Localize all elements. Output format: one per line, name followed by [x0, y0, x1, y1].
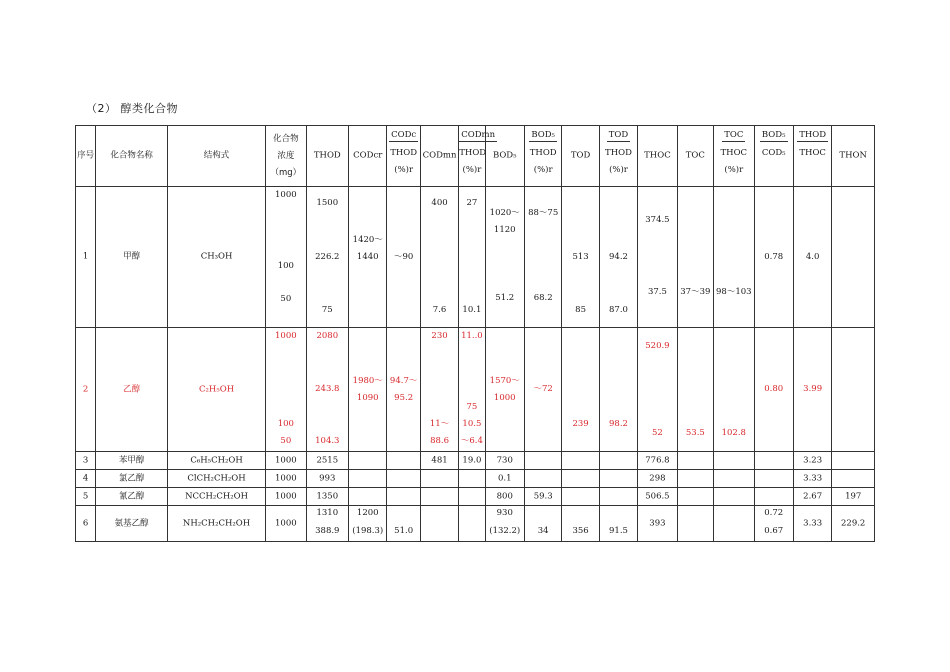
header-bod-ratio-den: THOD: [529, 148, 557, 158]
row-name: 氨基乙醇: [114, 518, 149, 528]
cell-value: 1980～: [352, 376, 383, 386]
cell-value: 94.2: [609, 252, 628, 262]
table-cell: [76, 452, 96, 470]
cell-value: 50: [280, 436, 292, 446]
header-cell: [714, 126, 754, 187]
table-cell: [96, 470, 168, 488]
table-cell: [485, 506, 524, 542]
cell-value: 1090: [356, 393, 379, 403]
table-row: [76, 488, 875, 506]
header-bod: BOD₅: [492, 150, 517, 161]
cell-value: 68.2: [533, 293, 553, 303]
table-cell: [714, 506, 754, 542]
cell-value: 239: [572, 419, 589, 429]
table-cell: [349, 470, 387, 488]
cell-value: 393: [649, 518, 666, 528]
cell-value: 1350: [316, 491, 339, 501]
header-bod-ratio-unit: (%)r: [533, 165, 553, 175]
table-row: [76, 506, 875, 542]
table-cell: [599, 328, 637, 452]
cell-value: 3.23: [803, 455, 823, 465]
header-cell: [76, 126, 96, 187]
table-cell: [714, 452, 754, 470]
header-cell: [638, 126, 677, 187]
cell-value: 930: [496, 508, 513, 518]
table-cell: [96, 328, 168, 452]
cell-value: 1000: [275, 331, 297, 341]
table-cell: [562, 470, 599, 488]
cell-value: 50: [280, 294, 292, 304]
table-row: [76, 470, 875, 488]
header-tod-ratio-unit: (%)r: [609, 165, 628, 175]
header-codmn: CODmn: [422, 150, 457, 161]
table-cell: [677, 187, 713, 328]
header-bod-ratio-num: BOD₅: [531, 130, 555, 140]
header-thod-thoc-den: THOC: [799, 148, 826, 158]
table-cell: [832, 470, 875, 488]
table-cell: [306, 452, 348, 470]
table-cell: [524, 328, 561, 452]
table-cell: [168, 506, 266, 542]
cell-value: 513: [572, 252, 589, 262]
cell-value: 1420～: [352, 235, 383, 245]
table-cell: [387, 470, 420, 488]
table-cell: [420, 470, 458, 488]
alcohols-table: [75, 125, 875, 542]
cell-value: 243.8: [315, 384, 340, 394]
cell-value: 75: [466, 402, 478, 412]
table-cell: [76, 470, 96, 488]
row-no: 5: [82, 491, 89, 501]
row-name: 氯乙醇: [118, 473, 145, 483]
table-cell: [420, 328, 458, 452]
header-tod: TOD: [570, 150, 591, 161]
cell-value: 730: [496, 455, 513, 465]
header-cell: [485, 126, 524, 187]
table-cell: [387, 452, 420, 470]
table-cell: [306, 328, 348, 452]
cell-value: 229.2: [841, 518, 866, 528]
cell-value: 993: [319, 473, 336, 483]
header-no: 序号: [77, 150, 95, 161]
header-conc-b: 浓度: [277, 151, 295, 161]
table-cell: [714, 488, 754, 506]
cell-value: 91.5: [609, 526, 628, 536]
table-cell: [76, 488, 96, 506]
header-tod-ratio-den: THOD: [605, 148, 632, 158]
cell-value: 1440: [356, 252, 379, 262]
header-codc-ratio-num: CODc: [391, 130, 417, 140]
cell-value: 1000: [275, 473, 297, 483]
table-cell: [524, 488, 561, 506]
header-cell: [793, 126, 831, 187]
table-cell: [459, 328, 485, 452]
table-cell: [562, 328, 599, 452]
table-cell: [638, 452, 677, 470]
row-name: 甲醇: [123, 251, 141, 262]
row-no: 2: [82, 384, 89, 394]
table-cell: [524, 506, 561, 542]
cell-value: 1310: [316, 508, 339, 518]
table-cell: [485, 328, 524, 452]
cell-value: 88～75: [528, 208, 559, 218]
table-cell: [349, 328, 387, 452]
table-cell: [677, 452, 713, 470]
header-codc-ratio-unit: (%)r: [394, 165, 414, 175]
table-cell: [420, 506, 458, 542]
table-cell: [599, 488, 637, 506]
row-formula: NCCH₂CH₂OH: [185, 491, 249, 501]
header-cell: [677, 126, 713, 187]
table-cell: [832, 488, 875, 506]
table-cell: [306, 187, 348, 328]
table-cell: [754, 187, 793, 328]
cell-value: ～90: [393, 252, 414, 262]
table-cell: [562, 488, 599, 506]
table-cell: [599, 452, 637, 470]
cell-value: 0.1: [497, 473, 512, 483]
table-cell: [754, 328, 793, 452]
table-cell: [524, 470, 561, 488]
table-cell: [638, 488, 677, 506]
cell-value: 102.8: [721, 428, 746, 438]
header-bod-cod-num: BOD₅: [761, 130, 786, 140]
table-cell: [832, 328, 875, 452]
header-cell: [832, 126, 875, 187]
table-cell: [793, 506, 831, 542]
table-cell: [168, 452, 266, 470]
cell-value: 7.6: [432, 305, 447, 315]
header-cell: [562, 126, 599, 187]
cell-value: 400: [431, 198, 448, 208]
cell-value: 1000: [493, 393, 516, 403]
table-cell: [306, 470, 348, 488]
table-cell: [793, 452, 831, 470]
table-cell: [599, 470, 637, 488]
cell-value: 53.5: [685, 428, 705, 438]
header-cell: [459, 126, 496, 187]
cell-value: 11..0: [461, 331, 483, 341]
header-codmn-ratio-den: THOD: [459, 148, 487, 158]
table-cell: [459, 470, 485, 488]
header-codc-ratio-den: THOD: [390, 148, 418, 158]
cell-value: 1000: [275, 518, 297, 528]
cell-value: 1200: [356, 508, 379, 518]
row-formula: C₆H₅CH₂OH: [190, 455, 243, 465]
table-cell: [76, 187, 96, 328]
cell-value: 520.9: [645, 341, 670, 351]
header-cell: [420, 126, 458, 187]
table-cell: [562, 506, 599, 542]
table-cell: [96, 452, 168, 470]
header-cell: [754, 126, 793, 187]
cell-value: 10.5: [462, 419, 482, 429]
table-cell: [266, 187, 306, 328]
cell-value: 52: [652, 428, 663, 438]
table-cell: [677, 506, 713, 542]
header-toc-ratio-den: THOC: [720, 148, 748, 158]
row-no: 1: [82, 251, 89, 262]
table-cell: [599, 506, 637, 542]
cell-value: 2080: [316, 331, 339, 341]
table-cell: [459, 488, 485, 506]
row-no: 3: [82, 455, 89, 465]
table-cell: [754, 488, 793, 506]
table-cell: [96, 506, 168, 542]
table-cell: [349, 506, 387, 542]
cell-value: 10.1: [462, 305, 482, 315]
table-cell: [387, 187, 420, 328]
table-cell: [485, 470, 524, 488]
cell-value: 85: [575, 305, 586, 315]
cell-value: 100: [277, 419, 294, 429]
table-cell: [793, 470, 831, 488]
cell-value: 2515: [316, 455, 339, 465]
header-codcr: CODcr: [353, 150, 383, 161]
row-name: 乙醇: [123, 384, 141, 394]
table-cell: [793, 488, 831, 506]
cell-value: 3.33: [803, 473, 823, 483]
table-cell: [485, 452, 524, 470]
cell-value: 104.3: [315, 436, 340, 446]
table-cell: [349, 187, 387, 328]
header-name: 化合物名称: [110, 150, 153, 161]
header-cell: [387, 126, 420, 187]
header-conc-c: （mg）: [270, 168, 302, 178]
header-formula: 结构式: [203, 150, 230, 161]
table-cell: [638, 506, 677, 542]
cell-value: 100: [277, 261, 294, 271]
table-cell: [168, 488, 266, 506]
header-thoc: THOC: [644, 150, 671, 161]
cell-value: 1020～: [489, 208, 520, 218]
table-cell: [168, 187, 266, 328]
table-cell: [266, 452, 306, 470]
table-cell: [266, 488, 306, 506]
table-cell: [754, 470, 793, 488]
table-cell: [459, 187, 485, 328]
header-thod: THOD: [313, 150, 341, 161]
table-cell: [714, 470, 754, 488]
table-cell: [677, 488, 713, 506]
cell-value: 800: [496, 491, 513, 501]
cell-value: 1500: [316, 198, 339, 208]
cell-value: 197: [845, 491, 862, 501]
row-formula: CH₃OH: [200, 251, 233, 262]
table-cell: [459, 506, 485, 542]
header-thod-thoc-num: THOD: [799, 130, 827, 140]
cell-value: 94.7～: [389, 376, 418, 386]
table-cell: [485, 488, 524, 506]
cell-value: 0.78: [764, 252, 784, 262]
header-row: [76, 126, 875, 187]
table-cell: [76, 328, 96, 452]
header-cell: [349, 126, 387, 187]
header-codmn-ratio-unit: (%)r: [462, 165, 482, 175]
table-cell: [638, 328, 677, 452]
cell-value: 37～39: [680, 287, 711, 297]
table-cell: [420, 187, 458, 328]
cell-value: 356: [572, 526, 589, 536]
cell-value: 776.8: [645, 455, 670, 465]
cell-value: 1000: [275, 455, 297, 465]
cell-value: 59.3: [533, 491, 553, 501]
header-bod-cod-den: COD₅: [761, 148, 786, 158]
cell-value: 75: [321, 305, 333, 315]
row-no: 4: [82, 473, 89, 483]
table-cell: [832, 506, 875, 542]
table-cell: [793, 187, 831, 328]
table-row: [76, 452, 875, 470]
table-cell: [677, 328, 713, 452]
cell-value: 98.2: [609, 419, 628, 429]
header-cell: [266, 126, 306, 187]
header-cell: [524, 126, 561, 187]
row-formula: C₂H₅OH: [199, 384, 235, 394]
table-cell: [677, 470, 713, 488]
table-cell: [76, 506, 96, 542]
header-cell: [306, 126, 348, 187]
row-no: 6: [82, 518, 89, 528]
table-cell: [266, 328, 306, 452]
table-cell: [96, 187, 168, 328]
table-cell: [306, 506, 348, 542]
row-name: 苯甲醇: [118, 455, 145, 465]
table-cell: [387, 506, 420, 542]
cell-value: 51.2: [495, 293, 515, 303]
header-tod-ratio-num: TOD: [608, 130, 629, 140]
header-toc-ratio-num: TOC: [724, 130, 744, 140]
cell-value: 4.0: [805, 252, 820, 262]
cell-value: 1000: [275, 190, 297, 200]
table-cell: [599, 187, 637, 328]
cell-value: 11～: [429, 419, 450, 429]
cell-value: 226.2: [315, 252, 340, 262]
table-cell: [714, 328, 754, 452]
table-cell: [638, 187, 677, 328]
table-cell: [349, 488, 387, 506]
cell-value: 0.80: [764, 384, 784, 394]
cell-value: 3.99: [803, 384, 823, 394]
header-cell: [168, 126, 266, 187]
header-cell: [599, 126, 637, 187]
table-cell: [387, 328, 420, 452]
cell-value: 95.2: [394, 393, 414, 403]
table-cell: [420, 488, 458, 506]
cell-value: ～72: [533, 384, 553, 394]
table-cell: [168, 470, 266, 488]
table-cell: [832, 452, 875, 470]
table-cell: [714, 187, 754, 328]
table-cell: [96, 488, 168, 506]
cell-value: 0.72: [764, 508, 784, 518]
cell-value: 87.0: [609, 305, 628, 315]
cell-value: 27: [466, 198, 478, 208]
table-cell: [754, 452, 793, 470]
cell-value: 298: [649, 473, 666, 483]
cell-value: 3.33: [803, 518, 823, 528]
cell-value: 1120: [493, 225, 516, 235]
cell-value: 388.9: [315, 526, 340, 536]
row-formula: NH₂CH₂CH₂OH: [182, 518, 251, 528]
table-cell: [420, 452, 458, 470]
header-thon: THON: [839, 150, 867, 161]
cell-value: 374.5: [645, 215, 670, 225]
cell-value: 1570～: [489, 376, 520, 386]
table-cell: [266, 470, 306, 488]
table-cell: [793, 328, 831, 452]
cell-value: 1000: [275, 491, 297, 501]
table-cell: [754, 506, 793, 542]
table-cell: [266, 506, 306, 542]
table-cell: [168, 328, 266, 452]
cell-value: 98～103: [716, 287, 752, 297]
row-formula: ClCH₂CH₂OH: [187, 473, 246, 483]
cell-value: 34: [537, 526, 549, 536]
table-cell: [459, 452, 485, 470]
cell-value: 481: [431, 455, 448, 465]
section-title: （2） 醇类化合物: [86, 102, 178, 115]
header-cell: [96, 126, 168, 187]
cell-value: 230: [431, 331, 448, 341]
header-toc: TOC: [685, 150, 705, 161]
table-cell: [349, 452, 387, 470]
cell-value: 88.6: [430, 436, 449, 446]
table-cell: [306, 488, 348, 506]
table-cell: [832, 187, 875, 328]
cell-value: 37.5: [647, 287, 667, 297]
cell-value: 506.5: [645, 491, 670, 501]
table-cell: [524, 187, 561, 328]
table-cell: [485, 187, 524, 328]
table-row: [76, 187, 875, 328]
table-row: [76, 328, 875, 452]
row-name: 氰乙醇: [118, 491, 145, 501]
cell-value: ～6.4: [460, 436, 483, 446]
table-cell: [562, 452, 599, 470]
cell-value: 2.67: [803, 491, 823, 501]
table-cell: [387, 488, 420, 506]
table-cell: [524, 452, 561, 470]
cell-value: 0.67: [764, 526, 784, 536]
header-conc-a: 化合物: [273, 134, 299, 144]
cell-value: (198.3): [352, 526, 384, 536]
header-codmn-ratio-num: CODmn: [461, 130, 496, 140]
cell-value: 19.0: [462, 455, 482, 465]
cell-value: (132.2): [489, 526, 521, 536]
table-cell: [638, 470, 677, 488]
header-toc-ratio-unit: (%)r: [724, 165, 744, 175]
cell-value: 51.0: [394, 526, 414, 536]
table-cell: [562, 187, 599, 328]
